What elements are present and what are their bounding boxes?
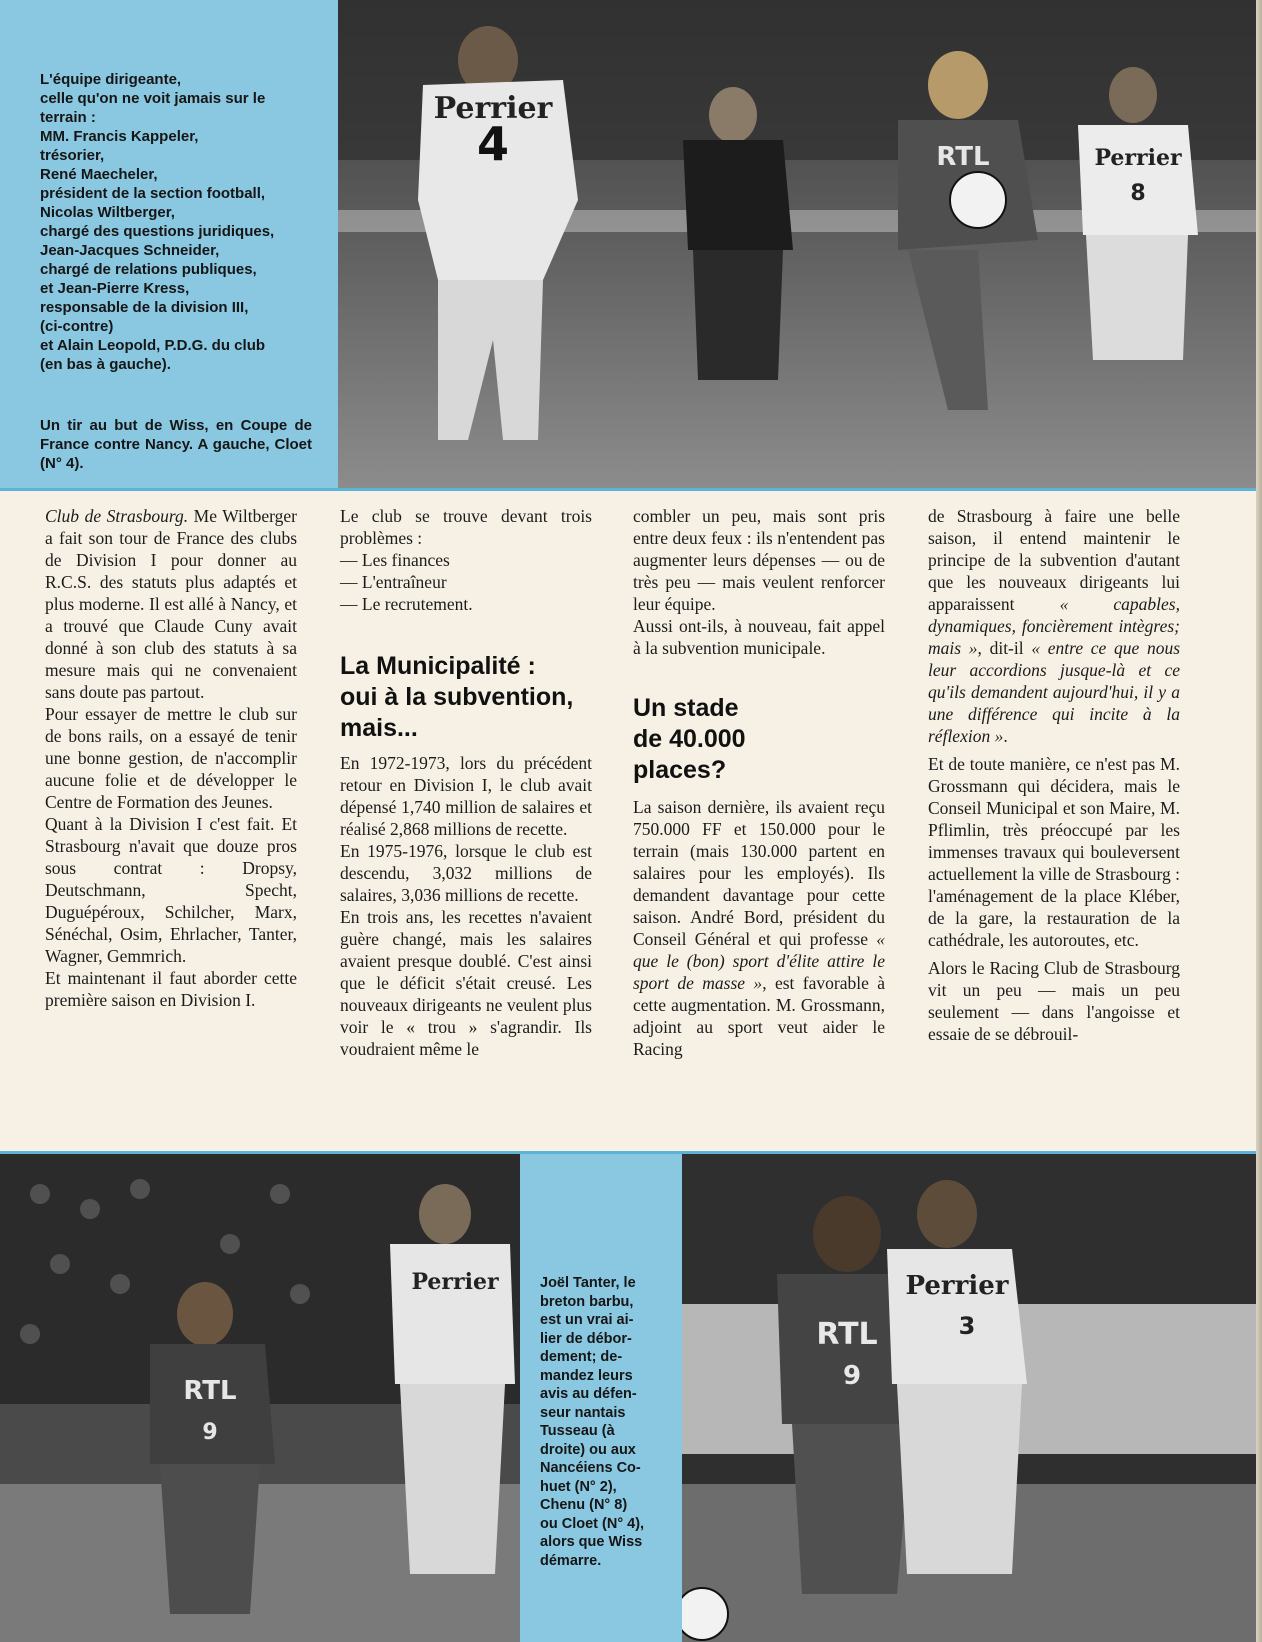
- shirt-sponsor-text: Perrier: [411, 1269, 499, 1295]
- caption-line: huet (N° 2),: [540, 1478, 617, 1495]
- section-heading-stade: [633, 693, 885, 786]
- caption-line: René Maecheler,: [40, 166, 158, 183]
- shirt-number-text: 9: [842, 1361, 862, 1391]
- caption-line: Tusseau (à: [540, 1423, 615, 1439]
- caption-line: droite) ou aux: [540, 1441, 636, 1458]
- heading-line: Un stade: [633, 694, 739, 722]
- caption-line: ou Cloet (N° 4),: [540, 1515, 645, 1532]
- caption-line: chargé de relations publiques,: [40, 261, 257, 278]
- paragraph: Aussi ont-ils, à nouveau, fait appel à la subvention municipale.: [633, 616, 885, 658]
- paragraph-text: de Strasbourg à faire une belle saison, il entend maintenir le principe de la subvention d'autant que les nouveaux dirigeants lui apparaissent: [928, 506, 1180, 614]
- caption-line: Jean-Jacques Schneider,: [40, 242, 220, 259]
- caption-line: et Jean-Pierre Kress,: [40, 280, 190, 297]
- caption-line: Nancéiens Co-: [540, 1460, 641, 1476]
- caption-line: breton barbu,: [540, 1293, 634, 1310]
- heading-line: La Municipalité :: [340, 652, 536, 680]
- shirt-number-text: 4: [476, 117, 510, 171]
- caption-line: responsable de la division III,: [40, 299, 249, 316]
- heading-line: oui à la subvention,: [340, 683, 574, 711]
- caption-line: celle qu'on ne voit jamais sur le terrain :: [40, 90, 266, 126]
- article-column-2: [340, 505, 592, 1145]
- quote-text: « que le (bon) sport d'élite attire le sport de masse »: [633, 929, 885, 993]
- caption-line: (en bas à gauche).: [40, 356, 171, 373]
- paragraph: Et maintenant il faut aborder cette première saison en Division I.: [45, 968, 297, 1010]
- article-column-3: [633, 505, 885, 1145]
- caption-line: seur nantais: [540, 1404, 626, 1421]
- photo-match-strasbourg-nancy: [338, 0, 1256, 488]
- caption-line: MM. Francis Kappeler,: [40, 128, 199, 145]
- paragraph-text: Me Wiltberger a fait son tour de France des clubs de Division I pour donner au R.C.S. des statuts plus adaptés et plus moderne. Il est allé à Nancy, et a trouvé que Claude Cuny avait donné à son club des statuts à sa mesure mais qui ne convenaient sans doute pas partout.: [45, 506, 297, 702]
- paragraph: En 1972-1973, lors du précédent retour en Division I, le club avait dépensé 1,740 million de salaires et réalisé 2,868 millions de recette.: [340, 753, 592, 839]
- shirt-number-text: 3: [958, 1312, 976, 1340]
- article-column-1: [45, 505, 297, 1145]
- heading-line: mais...: [340, 714, 418, 742]
- caption-line: chargé des questions juridiques,: [40, 223, 275, 240]
- caption-line: Chenu (N° 8): [540, 1497, 628, 1513]
- heading-line: places?: [633, 756, 727, 784]
- caption-line: et Alain Leopold, P.D.G. du club: [40, 337, 266, 354]
- caption-dirigeante: [40, 70, 312, 374]
- paragraph-text: La saison dernière, ils avaient reçu 750.000 FF et 150.000 pour le terrain (mais 130.000 partent en salaires pour les employés). Ils demandent davantage pour cette saison. André Bord, président du Conseil Général et qui professe: [633, 797, 885, 949]
- list-item: — L'entraîneur: [340, 572, 447, 592]
- page-edge: [1256, 0, 1262, 1642]
- shirt-sponsor-text: RTL: [936, 142, 990, 172]
- paragraph: Quant à la Division I c'est fait. Et Strasbourg n'avait que douze pros sous contrat : Dropsy, Deutschmann, Specht, Duguépéroux, Schilcher, Marx, Sénéchal, Osim, Ehrlacher, Tanter, Wagner, Gemmrich.: [45, 814, 297, 966]
- shirt-number-text: 8: [1130, 181, 1146, 206]
- shirt-sponsor-text: Perrier: [433, 91, 553, 126]
- paragraph: Pour essayer de mettre le club sur de bons rails, on a essayé de tenir une bonne gestion, de n'accomplir aucune folie et de développer le Centre de Formation des Jeunes.: [45, 704, 297, 812]
- shirt-sponsor-text: RTL: [816, 1317, 878, 1352]
- paragraph-text: .: [1003, 726, 1008, 746]
- caption-line: président de la section football,: [40, 185, 266, 202]
- shirt-sponsor-text: Perrier: [905, 1271, 1009, 1301]
- caption-line: est un vrai ai-: [540, 1312, 634, 1328]
- caption-line: avis au défen-: [540, 1386, 637, 1402]
- paragraph: En trois ans, les recettes n'avaient guère changé, mais les salaires avaient presque doublé. C'est ainsi que le déficit s'était creusé. Les nouveaux dirigeants ne veulent plus voir le « trou » s'agrandir. Ils voudraient même le: [340, 907, 592, 1059]
- football: [682, 1588, 728, 1640]
- problem-list: [340, 549, 592, 615]
- caption-line: lier de débor-: [540, 1330, 632, 1347]
- caption-tir: Un tir au but de Wiss, en Coupe de France contre Nancy. A gauche, Cloet (N° 4).: [40, 417, 312, 472]
- quote-text: « entre ce que nous leur accordions jusque-là et ce qu'ils demandent aujourd'hui, il y a une différence qui incite à la réflexion »: [928, 638, 1181, 746]
- paragraph: [928, 505, 1180, 747]
- caption-line: dement; de-: [540, 1349, 623, 1365]
- heading-line: de 40.000: [633, 725, 746, 753]
- paragraph: Et de toute manière, ce n'est pas M. Grossmann qui décidera, mais le Conseil Municipal et son Maire, M. Pflimlin, très préoccupé par les immenses travaux qui bouleversent actuellement la ville de Strasbourg : l'aménagement de la place Kléber, de la gare, la restauration de la cathédrale, les autoroutes, etc.: [928, 754, 1180, 950]
- paragraph: Le club se trouve devant trois problèmes :: [340, 506, 592, 548]
- top-caption-panel: [0, 0, 338, 488]
- bottom-caption-panel: [520, 1154, 682, 1642]
- section-heading-municipalite: [340, 651, 592, 744]
- paragraph: [633, 796, 885, 1060]
- caption-line: Joël Tanter, le: [540, 1275, 636, 1291]
- shirt-sponsor-text: Perrier: [1094, 145, 1182, 171]
- caption-line: trésorier,: [40, 147, 105, 164]
- caption-line: Nicolas Wiltberger,: [40, 204, 175, 221]
- blue-rule: [0, 488, 1256, 491]
- paragraph-text: , est favorable à cette augmentation. M. Grossmann, adjoint au sport veut aider le Racing: [633, 973, 885, 1059]
- list-item: — Le recrutement.: [340, 594, 473, 614]
- photo-crowd-players: [0, 1154, 520, 1642]
- list-item: — Les finances: [340, 550, 450, 570]
- caption-line: mandez leurs: [540, 1367, 633, 1384]
- article-column-4: [928, 505, 1180, 1145]
- paragraph: [45, 505, 297, 703]
- quote-text: « capables, dynamiques, foncièrement intègres; mais »: [928, 594, 1180, 658]
- club-lead-text: Club de Strasbourg.: [45, 506, 189, 526]
- shirt-number-text: 9: [202, 1420, 218, 1445]
- paragraph: combler un peu, mais sont pris entre deux feux : ils n'entendent pas augmenter leurs dépenses — ou de très peu — mais veulent renforcer leur équipe.: [633, 506, 885, 614]
- paragraph-text: , dit-il: [977, 638, 1024, 658]
- caption-line: (ci-contre): [40, 318, 114, 335]
- paragraph: En 1975-1976, lorsque le club est descendu, 3,032 millions de salaires, 3,036 millions de recette.: [340, 841, 592, 905]
- caption-line: démarre.: [540, 1552, 602, 1569]
- caption-line: alors que Wiss: [540, 1534, 643, 1550]
- photo-tanter-dribble: [682, 1154, 1256, 1642]
- caption-line: L'équipe dirigeante,: [40, 71, 182, 88]
- paragraph: Alors le Racing Club de Strasbourg vit un peu — mais un peu seulement — dans l'angoisse et essaie de se débrouil-: [928, 958, 1180, 1044]
- shirt-sponsor-text: RTL: [183, 1376, 237, 1406]
